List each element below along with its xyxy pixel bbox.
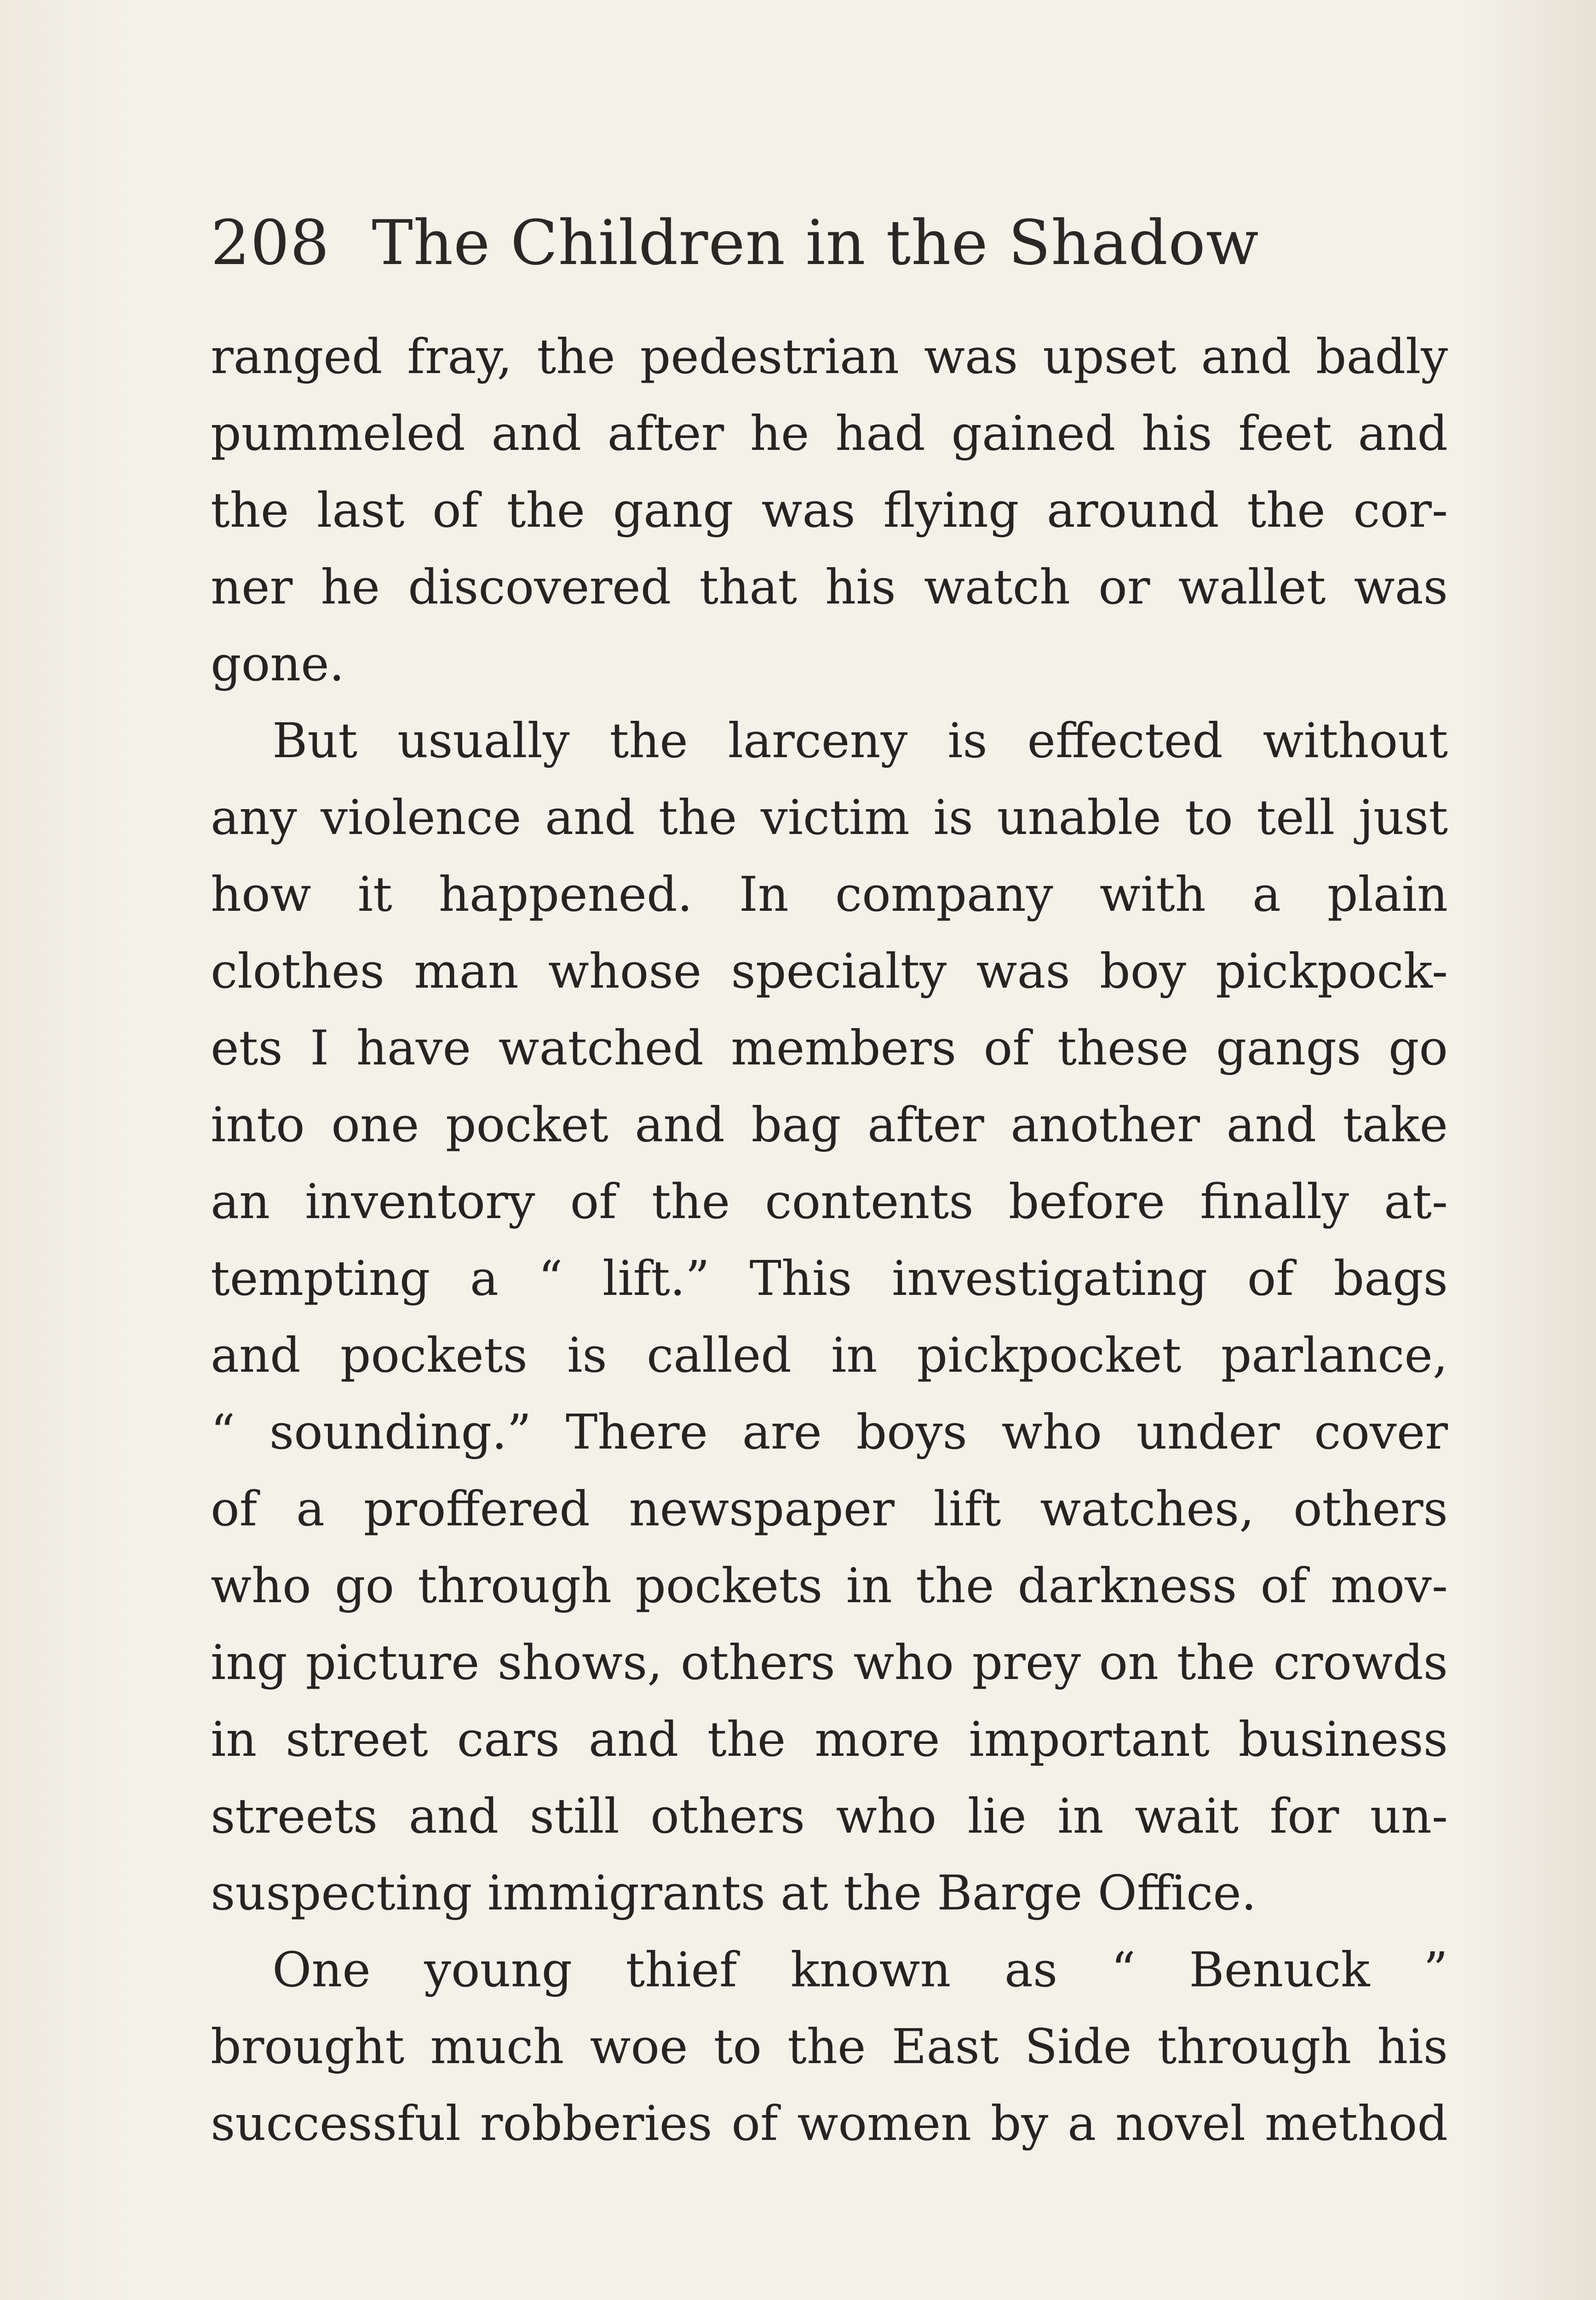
text-line: ing picture shows, others who prey on the crowds [211, 1634, 1448, 1690]
text-line: into one pocket and bag after another and take [211, 1097, 1448, 1153]
text-line: successful robberies of women by a novel method [211, 2095, 1448, 2151]
text-line: clothes man whose specialty was boy pickpock- [211, 943, 1448, 999]
text-line: ets I have watched members of these gangs go [211, 1020, 1448, 1076]
text-line: ranged fray, the pedestrian was upset and badly [211, 328, 1448, 385]
text-line: brought much woe to the East Side through his [211, 2018, 1448, 2075]
text-line: ner he discovered that his watch or wallet was [211, 559, 1448, 615]
text-line: tempting a “ lift.” This investigating of bags [211, 1250, 1448, 1306]
text-line: any violence and the victim is unable to tell just [211, 789, 1448, 845]
text-line: and pockets is called in pickpocket parlance, [211, 1327, 1448, 1383]
page-number: 208 [211, 207, 330, 279]
text-line: gone. [211, 636, 344, 692]
text-line: “ sounding.” There are boys who under cover [211, 1404, 1448, 1460]
text-line: of a proffered newspaper lift watches, others [211, 1481, 1448, 1537]
text-line: in street cars and the more important business [211, 1711, 1448, 1767]
text-line: suspecting immigrants at the Barge Office. [211, 1865, 1257, 1921]
text-line: how it happened. In company with a plain [211, 866, 1448, 922]
running-title: The Children in the Shadow [372, 207, 1259, 279]
text-line: One young thief known as “ Benuck ” [272, 1942, 1448, 1998]
text-line: the last of the gang was flying around the cor- [211, 482, 1448, 538]
page-header [211, 207, 1259, 290]
text-line: pummeled and after he had gained his feet and [211, 405, 1448, 461]
text-line: But usually the larceny is effected without [272, 713, 1448, 769]
text-line: who go through pockets in the darkness of mov- [211, 1558, 1448, 1614]
text-line: an inventory of the contents before finally at- [211, 1173, 1448, 1230]
text-line: streets and still others who lie in wait for un- [211, 1788, 1448, 1844]
